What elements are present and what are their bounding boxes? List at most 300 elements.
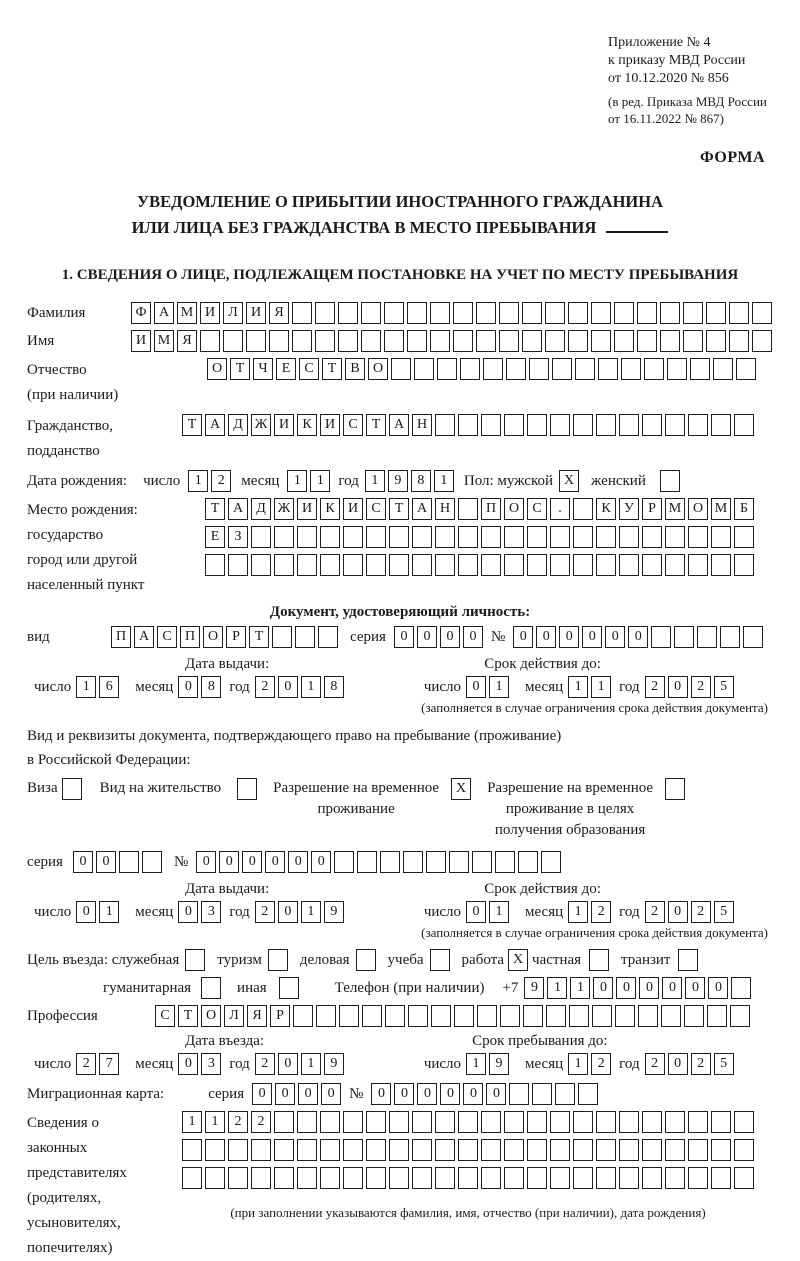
form-cell[interactable]: З <box>228 526 248 548</box>
form-cell[interactable]: 8 <box>411 470 431 492</box>
form-cell[interactable] <box>541 851 561 873</box>
form-cell[interactable]: 0 <box>275 1083 295 1105</box>
form-cell[interactable] <box>665 526 685 548</box>
form-cell[interactable] <box>550 1167 570 1189</box>
form-cell[interactable] <box>62 778 82 800</box>
form-cell[interactable] <box>619 526 639 548</box>
form-cell[interactable] <box>550 554 570 576</box>
form-cell[interactable] <box>251 554 271 576</box>
form-cell[interactable]: П <box>180 626 200 648</box>
form-cell[interactable]: 2 <box>251 1111 271 1133</box>
form-cell[interactable]: 0 <box>463 1083 483 1105</box>
form-cell[interactable] <box>205 1167 225 1189</box>
form-cell[interactable] <box>223 330 243 352</box>
form-cell[interactable] <box>550 526 570 548</box>
form-cell[interactable]: Е <box>205 526 225 548</box>
form-cell[interactable]: 0 <box>321 1083 341 1105</box>
form-cell[interactable]: 0 <box>196 851 216 873</box>
form-cell[interactable]: 0 <box>178 901 198 923</box>
form-cell[interactable] <box>343 554 363 576</box>
form-cell[interactable] <box>550 1111 570 1133</box>
form-cell[interactable]: . <box>550 498 570 520</box>
form-cell[interactable] <box>334 851 354 873</box>
form-cell[interactable] <box>688 414 708 436</box>
form-cell[interactable] <box>295 626 315 648</box>
form-cell[interactable]: 0 <box>278 901 298 923</box>
form-cell[interactable]: 0 <box>593 977 613 999</box>
form-cell[interactable] <box>569 1005 589 1027</box>
form-cell[interactable] <box>460 358 480 380</box>
form-cell[interactable] <box>458 414 478 436</box>
form-cell[interactable]: А <box>134 626 154 648</box>
form-cell[interactable] <box>621 358 641 380</box>
form-cell[interactable] <box>684 1005 704 1027</box>
form-cell[interactable] <box>573 526 593 548</box>
form-cell[interactable]: П <box>111 626 131 648</box>
form-cell[interactable]: 1 <box>489 676 509 698</box>
form-cell[interactable]: Я <box>269 302 289 324</box>
form-cell[interactable]: 8 <box>201 676 221 698</box>
form-cell[interactable] <box>292 302 312 324</box>
form-cell[interactable] <box>665 414 685 436</box>
form-cell[interactable] <box>228 1139 248 1161</box>
form-cell[interactable] <box>545 302 565 324</box>
form-cell[interactable] <box>550 1139 570 1161</box>
form-cell[interactable]: 0 <box>440 626 460 648</box>
form-cell[interactable]: М <box>665 498 685 520</box>
form-cell[interactable] <box>389 1139 409 1161</box>
form-cell[interactable]: О <box>504 498 524 520</box>
form-cell[interactable] <box>509 1083 529 1105</box>
form-cell[interactable] <box>495 851 515 873</box>
form-cell[interactable] <box>182 1139 202 1161</box>
form-cell[interactable] <box>614 302 634 324</box>
form-cell[interactable] <box>407 330 427 352</box>
form-cell[interactable] <box>435 1167 455 1189</box>
form-cell[interactable]: 1 <box>301 901 321 923</box>
form-cell[interactable] <box>458 1111 478 1133</box>
form-cell[interactable] <box>274 1167 294 1189</box>
form-cell[interactable] <box>596 554 616 576</box>
form-cell[interactable]: 1 <box>568 676 588 698</box>
form-cell[interactable]: О <box>203 626 223 648</box>
form-cell[interactable]: И <box>274 414 294 436</box>
form-cell[interactable] <box>343 1111 363 1133</box>
form-cell[interactable] <box>237 778 257 800</box>
form-cell[interactable]: 5 <box>714 901 734 923</box>
form-cell[interactable] <box>651 626 671 648</box>
form-cell[interactable]: 1 <box>182 1111 202 1133</box>
form-cell[interactable] <box>407 302 427 324</box>
form-cell[interactable] <box>720 626 740 648</box>
form-cell[interactable] <box>366 554 386 576</box>
form-cell[interactable] <box>435 414 455 436</box>
form-cell[interactable] <box>412 1139 432 1161</box>
form-cell[interactable]: 1 <box>466 1053 486 1075</box>
form-cell[interactable]: 1 <box>434 470 454 492</box>
form-cell[interactable]: 9 <box>324 901 344 923</box>
form-cell[interactable]: Р <box>226 626 246 648</box>
form-cell[interactable]: Р <box>270 1005 290 1027</box>
form-cell[interactable] <box>532 1083 552 1105</box>
form-cell[interactable]: 1 <box>76 676 96 698</box>
form-cell[interactable] <box>366 1139 386 1161</box>
form-cell[interactable]: И <box>200 302 220 324</box>
form-cell[interactable] <box>430 949 450 971</box>
form-cell[interactable]: Е <box>276 358 296 380</box>
form-cell[interactable] <box>472 851 492 873</box>
form-cell[interactable] <box>458 498 478 520</box>
form-cell[interactable] <box>527 1139 547 1161</box>
form-cell[interactable] <box>711 526 731 548</box>
form-cell[interactable]: А <box>389 414 409 436</box>
form-cell[interactable]: Л <box>224 1005 244 1027</box>
form-cell[interactable] <box>752 302 772 324</box>
form-cell[interactable]: 6 <box>99 676 119 698</box>
form-cell[interactable]: В <box>345 358 365 380</box>
form-cell[interactable] <box>637 330 657 352</box>
form-cell[interactable] <box>338 302 358 324</box>
form-cell[interactable] <box>251 1167 271 1189</box>
form-cell[interactable] <box>596 1111 616 1133</box>
form-cell[interactable]: 0 <box>605 626 625 648</box>
form-cell[interactable] <box>320 1139 340 1161</box>
form-cell[interactable] <box>734 1167 754 1189</box>
form-cell[interactable]: Т <box>389 498 409 520</box>
form-cell[interactable]: 0 <box>242 851 262 873</box>
form-cell[interactable] <box>665 1111 685 1133</box>
form-cell[interactable]: 0 <box>394 1083 414 1105</box>
form-cell[interactable] <box>527 1111 547 1133</box>
form-cell[interactable] <box>366 1167 386 1189</box>
form-cell[interactable]: 0 <box>96 851 116 873</box>
form-cell[interactable]: 1 <box>365 470 385 492</box>
form-cell[interactable] <box>529 358 549 380</box>
form-cell[interactable]: 2 <box>691 901 711 923</box>
form-cell[interactable] <box>642 554 662 576</box>
form-cell[interactable]: 0 <box>668 676 688 698</box>
form-cell[interactable]: X <box>508 949 528 971</box>
form-cell[interactable] <box>320 526 340 548</box>
form-cell[interactable] <box>274 526 294 548</box>
form-cell[interactable] <box>674 626 694 648</box>
form-cell[interactable]: 0 <box>73 851 93 873</box>
form-cell[interactable] <box>665 1139 685 1161</box>
form-cell[interactable]: 1 <box>188 470 208 492</box>
form-cell[interactable] <box>389 1167 409 1189</box>
form-cell[interactable] <box>426 851 446 873</box>
form-cell[interactable]: X <box>559 470 579 492</box>
form-cell[interactable] <box>642 414 662 436</box>
form-cell[interactable]: 0 <box>513 626 533 648</box>
form-cell[interactable] <box>642 1111 662 1133</box>
form-cell[interactable] <box>660 470 680 492</box>
form-cell[interactable]: К <box>596 498 616 520</box>
form-cell[interactable] <box>545 330 565 352</box>
form-cell[interactable]: 1 <box>287 470 307 492</box>
form-cell[interactable]: Р <box>642 498 662 520</box>
form-cell[interactable]: 0 <box>466 901 486 923</box>
form-cell[interactable] <box>706 330 726 352</box>
form-cell[interactable]: С <box>155 1005 175 1027</box>
form-cell[interactable] <box>274 1139 294 1161</box>
form-cell[interactable] <box>279 977 299 999</box>
form-cell[interactable]: Н <box>412 414 432 436</box>
form-cell[interactable] <box>614 330 634 352</box>
form-cell[interactable]: С <box>343 414 363 436</box>
form-cell[interactable] <box>297 526 317 548</box>
form-cell[interactable]: А <box>154 302 174 324</box>
form-cell[interactable] <box>619 414 639 436</box>
form-cell[interactable] <box>385 1005 405 1027</box>
form-cell[interactable] <box>476 302 496 324</box>
form-cell[interactable] <box>293 1005 313 1027</box>
form-cell[interactable]: К <box>320 498 340 520</box>
form-cell[interactable] <box>228 554 248 576</box>
form-cell[interactable]: 1 <box>301 1053 321 1075</box>
form-cell[interactable] <box>500 1005 520 1027</box>
form-cell[interactable] <box>578 1083 598 1105</box>
form-cell[interactable]: 1 <box>205 1111 225 1133</box>
form-cell[interactable]: Я <box>177 330 197 352</box>
form-cell[interactable] <box>297 554 317 576</box>
form-cell[interactable] <box>481 1111 501 1133</box>
form-cell[interactable]: 2 <box>645 1053 665 1075</box>
form-cell[interactable] <box>449 851 469 873</box>
form-cell[interactable] <box>713 358 733 380</box>
form-cell[interactable]: 9 <box>524 977 544 999</box>
form-cell[interactable] <box>619 1167 639 1189</box>
form-cell[interactable]: Ж <box>274 498 294 520</box>
form-cell[interactable]: 0 <box>536 626 556 648</box>
form-cell[interactable] <box>338 330 358 352</box>
form-cell[interactable] <box>476 330 496 352</box>
form-cell[interactable] <box>504 526 524 548</box>
form-cell[interactable]: 0 <box>559 626 579 648</box>
form-cell[interactable] <box>683 302 703 324</box>
form-cell[interactable]: 0 <box>394 626 414 648</box>
form-cell[interactable] <box>546 1005 566 1027</box>
form-cell[interactable]: 2 <box>255 901 275 923</box>
form-cell[interactable] <box>527 554 547 576</box>
form-cell[interactable]: Я <box>247 1005 267 1027</box>
form-cell[interactable] <box>297 1139 317 1161</box>
form-cell[interactable] <box>320 554 340 576</box>
form-cell[interactable] <box>412 554 432 576</box>
form-cell[interactable] <box>389 526 409 548</box>
form-cell[interactable] <box>274 554 294 576</box>
form-cell[interactable] <box>660 302 680 324</box>
form-cell[interactable]: А <box>228 498 248 520</box>
form-cell[interactable]: Ф <box>131 302 151 324</box>
form-cell[interactable]: Т <box>230 358 250 380</box>
form-cell[interactable] <box>339 1005 359 1027</box>
form-cell[interactable] <box>734 554 754 576</box>
form-cell[interactable]: И <box>320 414 340 436</box>
form-cell[interactable] <box>269 330 289 352</box>
form-cell[interactable] <box>361 302 381 324</box>
form-cell[interactable] <box>185 949 205 971</box>
form-cell[interactable] <box>665 1167 685 1189</box>
form-cell[interactable] <box>315 302 335 324</box>
form-cell[interactable] <box>205 1139 225 1161</box>
form-cell[interactable] <box>389 1111 409 1133</box>
form-cell[interactable]: 1 <box>570 977 590 999</box>
form-cell[interactable] <box>752 330 772 352</box>
form-cell[interactable]: 2 <box>645 676 665 698</box>
form-cell[interactable] <box>119 851 139 873</box>
form-cell[interactable] <box>573 1111 593 1133</box>
form-cell[interactable]: М <box>177 302 197 324</box>
form-cell[interactable]: 1 <box>310 470 330 492</box>
form-cell[interactable]: 2 <box>255 1053 275 1075</box>
form-cell[interactable]: 2 <box>228 1111 248 1133</box>
form-cell[interactable] <box>619 554 639 576</box>
form-cell[interactable] <box>362 1005 382 1027</box>
form-cell[interactable] <box>523 1005 543 1027</box>
form-cell[interactable] <box>343 1139 363 1161</box>
form-cell[interactable] <box>619 1111 639 1133</box>
form-cell[interactable] <box>246 330 266 352</box>
form-cell[interactable]: 1 <box>568 901 588 923</box>
form-cell[interactable]: Л <box>223 302 243 324</box>
form-cell[interactable] <box>483 358 503 380</box>
form-cell[interactable]: О <box>368 358 388 380</box>
form-cell[interactable]: 0 <box>582 626 602 648</box>
form-cell[interactable] <box>734 526 754 548</box>
form-cell[interactable] <box>667 358 687 380</box>
form-cell[interactable] <box>504 1167 524 1189</box>
form-cell[interactable] <box>384 302 404 324</box>
form-cell[interactable] <box>678 949 698 971</box>
form-cell[interactable] <box>527 1167 547 1189</box>
form-cell[interactable] <box>320 1111 340 1133</box>
form-cell[interactable]: Т <box>205 498 225 520</box>
form-cell[interactable]: М <box>154 330 174 352</box>
form-cell[interactable]: С <box>366 498 386 520</box>
form-cell[interactable] <box>711 1139 731 1161</box>
form-cell[interactable] <box>688 526 708 548</box>
form-cell[interactable]: 7 <box>99 1053 119 1075</box>
form-cell[interactable] <box>357 851 377 873</box>
form-cell[interactable]: 0 <box>371 1083 391 1105</box>
form-cell[interactable]: 0 <box>616 977 636 999</box>
form-cell[interactable]: П <box>481 498 501 520</box>
form-cell[interactable] <box>318 626 338 648</box>
form-cell[interactable] <box>412 1111 432 1133</box>
form-cell[interactable] <box>292 330 312 352</box>
form-cell[interactable]: М <box>711 498 731 520</box>
form-cell[interactable] <box>518 851 538 873</box>
form-cell[interactable]: 8 <box>324 676 344 698</box>
form-cell[interactable] <box>729 302 749 324</box>
form-cell[interactable] <box>316 1005 336 1027</box>
form-cell[interactable]: 1 <box>489 901 509 923</box>
form-cell[interactable] <box>573 498 593 520</box>
form-cell[interactable] <box>506 358 526 380</box>
form-cell[interactable] <box>430 330 450 352</box>
form-cell[interactable] <box>435 1111 455 1133</box>
form-cell[interactable] <box>615 1005 635 1027</box>
form-cell[interactable]: 1 <box>547 977 567 999</box>
form-cell[interactable]: Т <box>249 626 269 648</box>
form-cell[interactable] <box>642 1167 662 1189</box>
form-cell[interactable] <box>736 358 756 380</box>
form-cell[interactable]: 5 <box>714 676 734 698</box>
form-cell[interactable]: 2 <box>691 1053 711 1075</box>
form-cell[interactable] <box>297 1111 317 1133</box>
form-cell[interactable] <box>573 554 593 576</box>
form-cell[interactable] <box>688 554 708 576</box>
form-cell[interactable] <box>591 330 611 352</box>
form-cell[interactable]: Ч <box>253 358 273 380</box>
form-cell[interactable] <box>527 414 547 436</box>
form-cell[interactable]: О <box>688 498 708 520</box>
form-cell[interactable] <box>642 1139 662 1161</box>
form-cell[interactable] <box>589 949 609 971</box>
form-cell[interactable] <box>688 1167 708 1189</box>
form-cell[interactable] <box>380 851 400 873</box>
form-cell[interactable] <box>573 414 593 436</box>
form-cell[interactable]: 2 <box>691 676 711 698</box>
form-cell[interactable] <box>458 1139 478 1161</box>
form-cell[interactable]: 2 <box>211 470 231 492</box>
form-cell[interactable] <box>201 977 221 999</box>
form-cell[interactable] <box>711 554 731 576</box>
form-cell[interactable] <box>297 1167 317 1189</box>
form-cell[interactable] <box>435 1139 455 1161</box>
form-cell[interactable]: 0 <box>178 676 198 698</box>
form-cell[interactable]: 9 <box>489 1053 509 1075</box>
form-cell[interactable] <box>272 626 292 648</box>
form-cell[interactable]: 0 <box>252 1083 272 1105</box>
form-cell[interactable]: И <box>297 498 317 520</box>
form-cell[interactable]: 1 <box>99 901 119 923</box>
form-cell[interactable]: У <box>619 498 639 520</box>
form-cell[interactable]: 0 <box>417 1083 437 1105</box>
form-cell[interactable]: 1 <box>301 676 321 698</box>
form-cell[interactable] <box>228 1167 248 1189</box>
form-cell[interactable]: Д <box>251 498 271 520</box>
form-cell[interactable]: 0 <box>486 1083 506 1105</box>
form-cell[interactable] <box>568 302 588 324</box>
form-cell[interactable] <box>205 554 225 576</box>
form-cell[interactable] <box>315 330 335 352</box>
form-cell[interactable] <box>504 554 524 576</box>
form-cell[interactable] <box>697 626 717 648</box>
form-cell[interactable] <box>522 330 542 352</box>
form-cell[interactable] <box>499 330 519 352</box>
form-cell[interactable]: 1 <box>568 1053 588 1075</box>
form-cell[interactable] <box>481 554 501 576</box>
form-cell[interactable] <box>637 302 657 324</box>
form-cell[interactable] <box>665 554 685 576</box>
form-cell[interactable] <box>661 1005 681 1027</box>
form-cell[interactable]: 2 <box>591 901 611 923</box>
form-cell[interactable] <box>504 1139 524 1161</box>
form-cell[interactable] <box>734 414 754 436</box>
form-cell[interactable] <box>389 554 409 576</box>
form-cell[interactable]: 0 <box>466 676 486 698</box>
form-cell[interactable]: 3 <box>201 901 221 923</box>
form-cell[interactable]: 2 <box>76 1053 96 1075</box>
form-cell[interactable] <box>706 302 726 324</box>
form-cell[interactable]: Б <box>734 498 754 520</box>
form-cell[interactable] <box>437 358 457 380</box>
form-cell[interactable] <box>430 302 450 324</box>
form-cell[interactable] <box>555 1083 575 1105</box>
form-cell[interactable] <box>743 626 763 648</box>
